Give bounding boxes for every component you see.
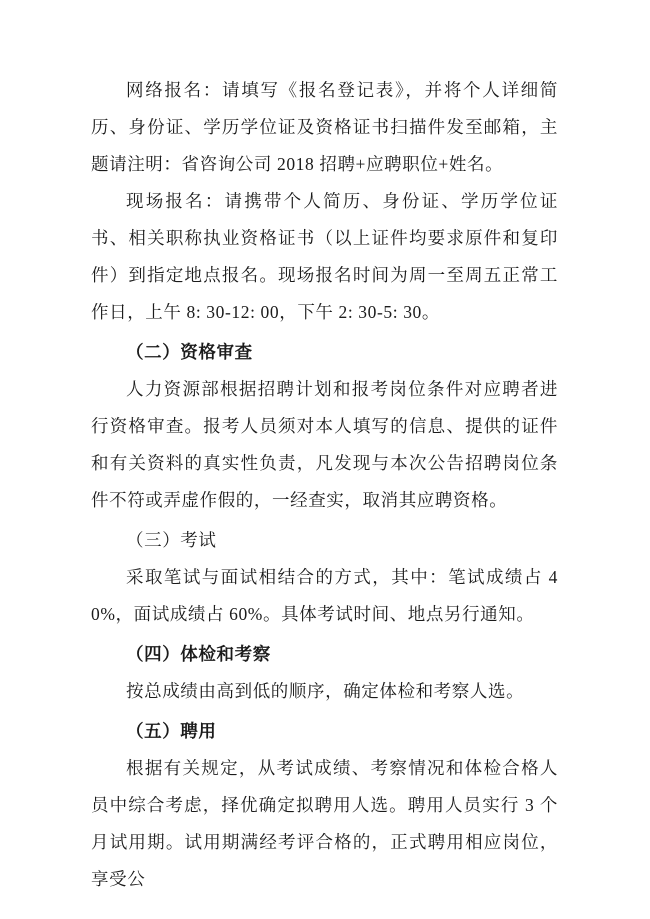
paragraph-employment: 根据有关规定，从考试成绩、考察情况和体检合格人员中综合考虑，择优确定拟聘用人选。聘用人员实行 3 个月试用期。试用期满经考评合格的，正式聘用相应岗位，享受公 — [91, 758, 558, 889]
paragraph-onsite-registration: 现场报名：请携带个人简历、身份证、学历学位证书、相关职称执业资格证书（以上证件均要求原件和复印件）到指定地点报名。现场报名时间为周一至周五正常工作日，上午 8: 30-12: 00，下午 2: 30-5: 30。 — [91, 191, 558, 322]
paragraph-online-registration: 网络报名：请填写《报名登记表》，并将个人详细简历、身份证、学历学位证及资格证书扫描件发至邮箱，主题请注明：省咨询公司 2018 招聘+应聘职位+姓名。 — [91, 80, 558, 174]
document-body — [91, 72, 558, 898]
paragraph-qualification-review: 人力资源部根据招聘计划和报考岗位条件对应聘者进行资格审查。报考人员须对本人填写的信息、提供的证件和有关资料的真实性负责，凡发现与本次公告招聘岗位条件不符或弄虚作假的，一经查实，取消其应聘资格。 — [91, 379, 558, 510]
paragraph-physical-and-inspection: 按总成绩由高到低的顺序，确定体检和考察人选。 — [126, 681, 525, 701]
section-heading-qualification-review: （二）资格审查 — [126, 342, 253, 362]
section-heading-physical-and-inspection: （四）体检和考察 — [126, 644, 271, 664]
paragraph-exam: 采取笔试与面试相结合的方式，其中：笔试成绩占 40%，面试成绩占 60%。具体考试时间、地点另行通知。 — [91, 567, 558, 624]
section-heading-exam: （三）考试 — [126, 530, 217, 550]
section-heading-employment: （五）聘用 — [126, 721, 217, 741]
